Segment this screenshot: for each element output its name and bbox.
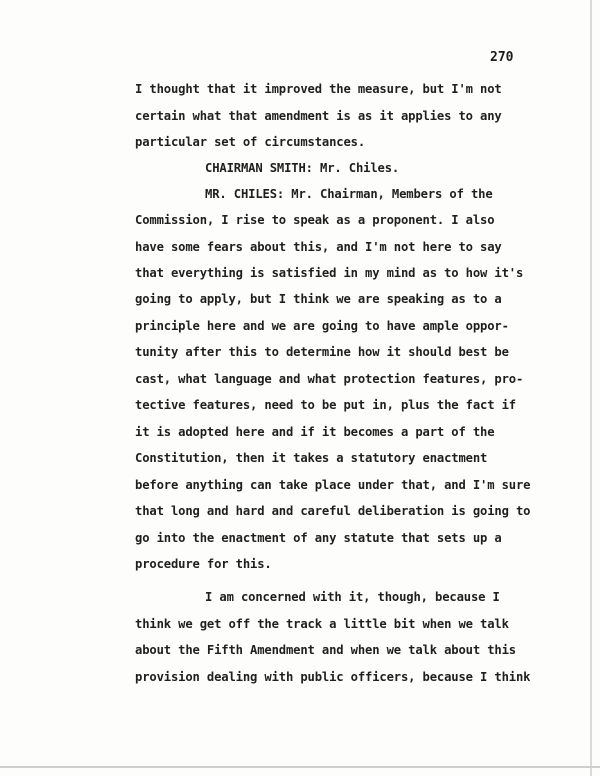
text-line: principle here and we are going to have ample oppor-: [135, 319, 509, 333]
text-line: have some fears about this, and I'm not here to say: [135, 240, 502, 254]
text-line: particular set of circumstances.: [135, 135, 365, 149]
text-line: Constitution, then it takes a statutory enactment: [135, 451, 488, 465]
text-line: procedure for this.: [135, 557, 272, 571]
text-line: go into the enactment of any statute that sets up a: [135, 531, 502, 545]
text-line: certain what that amendment is as it applies to any: [135, 109, 502, 123]
text-line: about the Fifth Amendment and when we talk about this: [135, 643, 516, 657]
text-line: cast, what language and what protection features, pro-: [135, 372, 524, 386]
page-right-edge: [590, 0, 592, 776]
text-line: CHAIRMAN SMITH: Mr. Chiles.: [205, 161, 400, 175]
text-line: provision dealing with public officers, because I think: [135, 670, 531, 684]
text-line: I am concerned with it, though, because I: [205, 590, 500, 604]
text-line: it is adopted here and if it becomes a part of the: [135, 425, 495, 439]
text-line: tective features, need to be put in, plus the fact if: [135, 398, 516, 412]
text-line: think we get off the track a little bit when we talk: [135, 617, 509, 631]
text-line: before anything can take place under that, and I'm sure: [135, 478, 531, 492]
text-line: MR. CHILES: Mr. Chairman, Members of the: [205, 187, 493, 201]
page-bottom-edge: [0, 766, 600, 768]
text-line: that long and hard and careful deliberation is going to: [135, 504, 531, 518]
text-line: that everything is satisfied in my mind as to how it's: [135, 266, 524, 280]
page-number: 270: [490, 50, 514, 65]
text-line: Commission, I rise to speak as a proponent. I also: [135, 213, 495, 227]
text-line: going to apply, but I think we are speaking as to a: [135, 292, 502, 306]
text-line: tunity after this to determine how it should best be: [135, 345, 509, 359]
text-line: I thought that it improved the measure, but I'm not: [135, 82, 502, 96]
